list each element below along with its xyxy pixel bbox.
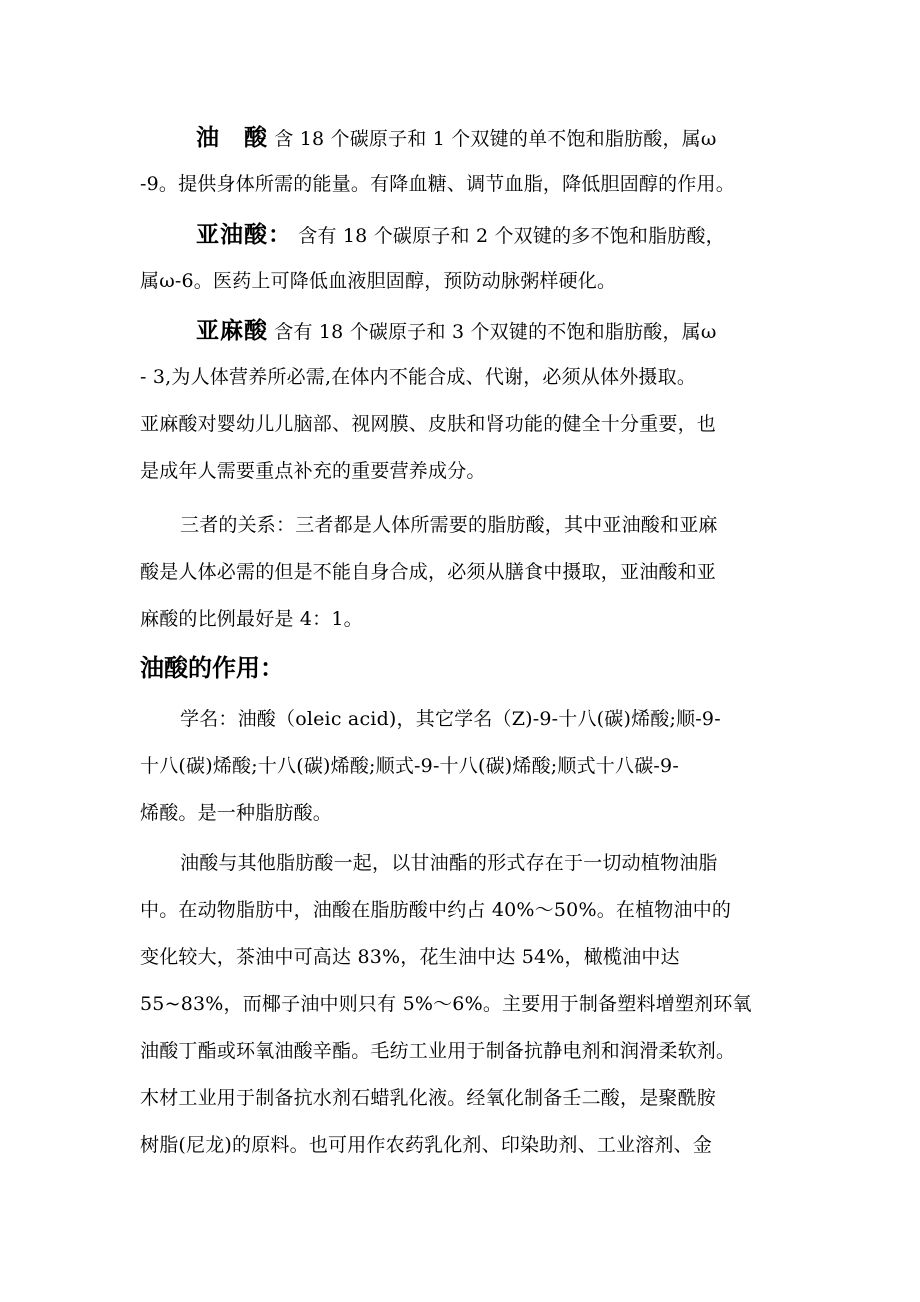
relation-line-3: 麻酸的比例最好是 4：1。 [140,608,363,630]
occurrence-line-2: 中。在动物脂肪中，油酸在脂肪酸中约占 40%～50%。在植物油中的 [140,899,732,921]
sci-name-line-1: 学名：油酸（oleic acid)，其它学名（Z)-9-十八(碳)烯酸;顺-9- [180,708,721,730]
occurrence-line-1: 油酸与其他脂肪酸一起，以甘油酯的形式存在于一切动植物油脂 [180,852,718,874]
linolenic-def-line-2: - 3,为人体营养所必需,在体内不能合成、代谢，必须从体外摄取。 [140,366,697,388]
occurrence-line-5: 油酸丁酯或环氧油酸辛酯。毛纺工业用于制备抗静电剂和润滑柔软剂。 [140,1040,736,1062]
linoleic-def-line-2: 属ω-6。医药上可降低血液胆固醇，预防动脉粥样硬化。 [140,270,617,292]
linolenic-def-line-4: 是成年人需要重点补充的重要营养成分。 [140,460,486,482]
oleic-def-line-2: -9。提供身体所需的能量。有降血糖、调节血脂，降低胆固醇的作用。 [140,173,735,195]
relation-line-2: 酸是人体必需的但是不能自身合成，必须从膳食中摄取，亚油酸和亚 [140,561,717,583]
linoleic-def-line-1 [196,222,790,249]
linolenic-def-line-1 [196,318,790,345]
occurrence-line-3: 变化较大，茶油中可高达 83%，花生油中达 54%，橄榄油中达 [140,946,680,968]
oleic-def-line-1 [196,125,790,152]
relation-line-1: 三者的关系：三者都是人体所需要的脂肪酸，其中亚油酸和亚麻 [180,514,718,536]
sci-name-line-2: 十八(碳)烯酸;十八(碳)烯酸;顺式-9-十八(碳)烯酸;顺式十八碳-9- [140,755,679,777]
occurrence-line-7: 树脂(尼龙)的原料。也可用作农药乳化剂、印染助剂、工业溶剂、金 [140,1134,713,1156]
occurrence-line-6: 木材工业用于制备抗水剂石蜡乳化液。经氧化制备壬二酸，是聚酰胺 [140,1087,717,1109]
linolenic-def-text: 含有 18 个碳原子和 3 个双键的不饱和脂肪酸，属ω [274,321,717,343]
linolenic-term: 亚麻酸 [196,318,268,344]
oleic-def-text: 含 18 个碳原子和 1 个双键的单不饱和脂肪酸，属ω [274,128,717,150]
occurrence-line-4: 55~83%，而椰子油中则只有 5%～6%。主要用于制备塑料增塑剂环氧 [140,993,752,1015]
section-heading: 油酸的作用： [140,654,284,682]
sci-name-line-3: 烯酸。是一种脂肪酸。 [140,802,333,824]
linoleic-term: 亚油酸： [196,222,292,248]
linolenic-def-line-3: 亚麻酸对婴幼儿儿脑部、视网膜、皮肤和肾功能的健全十分重要，也 [140,413,717,435]
oleic-term: 油 酸 [196,125,268,151]
linoleic-def-text: 含有 18 个碳原子和 2 个双键的多不饱和脂肪酸， [298,225,725,247]
